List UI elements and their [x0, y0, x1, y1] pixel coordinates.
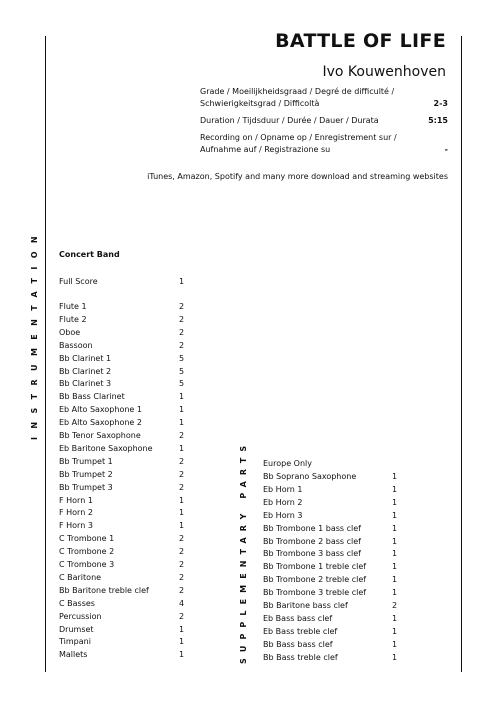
concert-band-heading: Concert Band — [59, 250, 120, 259]
streaming-stores: iTunes, Amazon, Spotify and many more download and streaming websites — [147, 172, 448, 181]
part-row — [59, 598, 185, 609]
part-count: 1 — [179, 637, 185, 647]
part-row — [59, 611, 185, 622]
left-rule — [45, 36, 46, 672]
part-count: 1 — [179, 650, 185, 660]
part-count: 1 — [179, 405, 185, 415]
part-name: F Horn 1 — [59, 495, 93, 505]
part-name: Bb Trombone 2 treble clef — [263, 575, 367, 585]
part-count: 1 — [392, 613, 398, 623]
europe-only-heading — [263, 459, 312, 469]
grade-row — [200, 86, 448, 110]
part-row — [263, 472, 398, 482]
part-count: 1 — [179, 277, 185, 286]
section-title: Europe Only — [263, 459, 312, 468]
part-name: Bb Clarinet 1 — [59, 353, 112, 363]
part-count: 1 — [179, 521, 185, 531]
part-row — [59, 508, 185, 518]
part-name: Bb Trumpet 1 — [59, 456, 113, 466]
part-row — [263, 536, 398, 547]
part-count: 2 — [179, 547, 185, 557]
part-count: 2 — [179, 482, 185, 492]
part-row — [263, 562, 398, 572]
part-row — [59, 469, 185, 480]
part-row — [59, 405, 185, 415]
part-count: 1 — [179, 495, 185, 505]
composer-name: Ivo Kouwenhoven — [322, 64, 446, 80]
part-name: Bb Trombone 3 treble clef — [263, 588, 367, 598]
part-name: Bb Clarinet 3 — [59, 379, 112, 389]
part-row — [59, 534, 185, 544]
part-name: Timpani — [59, 637, 91, 647]
part-row — [59, 366, 185, 377]
part-row — [263, 588, 398, 598]
part-name: Bb Baritone bass clef — [263, 601, 348, 610]
part-name: Bb Trombone 3 bass clef — [263, 549, 361, 559]
part-count: 1 — [392, 523, 398, 533]
part-name: Bb Trombone 1 bass clef — [263, 523, 361, 533]
duration-label: Duration / Tijdsduur / Durée / Dauer / Durata — [200, 116, 379, 125]
part-row — [59, 392, 185, 402]
part-name: Bb Trumpet 3 — [59, 482, 113, 492]
part-name: C Trombone 1 — [59, 534, 115, 544]
part-name: Bb Bass treble clef — [263, 652, 338, 662]
part-name: C Basses — [59, 598, 95, 608]
part-row — [263, 549, 398, 559]
part-count: 1 — [392, 588, 398, 598]
part-count: 1 — [179, 508, 185, 518]
part-row — [263, 639, 398, 650]
part-row — [263, 523, 398, 534]
part-row — [59, 340, 185, 351]
part-count: 1 — [179, 392, 185, 402]
part-name: C Baritone — [59, 572, 102, 582]
part-count: 2 — [179, 314, 185, 324]
part-name: Bb Trombone 2 bass clef — [263, 536, 361, 546]
part-name: Eb Horn 3 — [263, 510, 303, 520]
part-row — [59, 302, 185, 312]
part-name: Bb Tenor Saxophone — [59, 431, 141, 440]
part-row — [59, 560, 185, 570]
part-count: 1 — [392, 562, 398, 572]
part-row — [59, 418, 185, 428]
part-count: 1 — [392, 639, 398, 649]
part-name: Bb Baritone treble clef — [59, 585, 149, 595]
part-name: C Trombone 2 — [59, 547, 115, 557]
part-name: Drumset — [59, 624, 94, 634]
part-count: 1 — [392, 497, 398, 507]
part-row — [263, 652, 398, 663]
grade-value: 2-3 — [433, 99, 448, 108]
part-name: Flute 1 — [59, 302, 87, 311]
part-name: Bb Bass bass clef — [263, 639, 333, 649]
part-name: Eb Alto Saxophone 2 — [59, 418, 142, 428]
part-row — [59, 443, 185, 454]
duration-value: 5:15 — [428, 116, 448, 125]
part-name: Eb Baritone Saxophone — [59, 443, 153, 453]
duration-row — [200, 115, 448, 127]
part-count: 1 — [392, 484, 398, 494]
recording-value: - — [444, 145, 448, 154]
part-count: 2 — [179, 340, 185, 350]
part-count: 1 — [179, 624, 185, 634]
part-row — [263, 601, 398, 611]
part-row — [59, 379, 185, 389]
part-count: 2 — [179, 611, 185, 621]
recording-row — [200, 132, 448, 156]
right-rule — [461, 36, 462, 672]
part-count: 5 — [179, 379, 185, 389]
part-count: 2 — [179, 431, 185, 440]
part-name: Eb Horn 2 — [263, 497, 303, 507]
part-row — [59, 624, 185, 635]
part-row — [263, 613, 398, 624]
part-row — [263, 626, 398, 637]
part-count: 2 — [179, 585, 185, 595]
part-row — [59, 314, 185, 325]
page-title: BATTLE OF LIFE — [275, 30, 446, 52]
part-name: Oboe — [59, 327, 81, 337]
part-row — [59, 547, 185, 557]
part-name: Eb Bass treble clef — [263, 626, 338, 636]
part-name: F Horn 2 — [59, 508, 93, 518]
part-name: Bb Trumpet 2 — [59, 469, 113, 479]
part-name: F Horn 3 — [59, 521, 93, 531]
part-count: 2 — [179, 534, 185, 544]
full-score-row — [59, 277, 185, 287]
part-count: 5 — [179, 366, 185, 376]
supplementary-side-label: SUPPLEMENTARY PARTS — [239, 439, 248, 664]
part-name: Bb Soprano Saxophone — [263, 472, 357, 481]
part-count: 2 — [179, 456, 185, 466]
part-count: 1 — [392, 472, 398, 481]
part-name: Full Score — [59, 277, 98, 286]
part-count: 2 — [392, 601, 398, 610]
part-count: 1 — [392, 549, 398, 559]
part-name: Eb Alto Saxophone 1 — [59, 405, 142, 415]
part-row — [59, 637, 185, 647]
part-row — [59, 585, 185, 596]
part-count: 2 — [179, 469, 185, 479]
part-name: Flute 2 — [59, 314, 87, 324]
part-name: Eb Horn 1 — [263, 484, 303, 494]
part-row — [263, 575, 398, 585]
part-count: 2 — [179, 327, 185, 337]
part-count: 5 — [179, 353, 185, 363]
part-row — [59, 495, 185, 506]
part-name: C Trombone 3 — [59, 560, 115, 569]
part-count: 1 — [179, 443, 185, 453]
part-count: 1 — [392, 536, 398, 546]
part-row — [263, 497, 398, 508]
part-name: Bassoon — [59, 340, 93, 350]
part-row — [263, 484, 398, 495]
part-name: Bb Bass Clarinet — [59, 392, 125, 402]
part-name: Bb Clarinet 2 — [59, 366, 112, 376]
part-name: Percussion — [59, 611, 102, 621]
part-name: Mallets — [59, 650, 88, 660]
part-count: 1 — [392, 626, 398, 636]
part-count: 2 — [179, 560, 185, 569]
part-row — [59, 456, 185, 467]
part-row — [59, 431, 185, 441]
part-count: 2 — [179, 572, 185, 582]
part-count: 1 — [179, 418, 185, 428]
part-count: 1 — [392, 652, 398, 662]
part-count: 2 — [179, 302, 185, 311]
part-row — [59, 572, 185, 583]
part-name: Bb Trombone 1 treble clef — [263, 562, 367, 572]
part-row — [263, 510, 398, 521]
part-count: 1 — [392, 575, 398, 585]
part-row — [59, 327, 185, 338]
part-row — [59, 353, 185, 364]
instrumentation-side-label: INSTRUMENTATION — [30, 227, 39, 440]
part-row — [59, 521, 185, 531]
grade-label: Grade / Moeilijkheidsgraad / Degré de difficulté / Schwierigkeitsgrad / Difficoltà — [200, 87, 395, 108]
part-name: Eb Bass bass clef — [263, 613, 333, 623]
recording-label: Recording on / Opname op / Enregistrement sur / Aufnahme auf / Registrazione su — [200, 133, 397, 154]
part-count: 1 — [392, 510, 398, 520]
part-row — [59, 482, 185, 493]
part-row — [59, 650, 185, 660]
part-count: 4 — [179, 598, 185, 608]
